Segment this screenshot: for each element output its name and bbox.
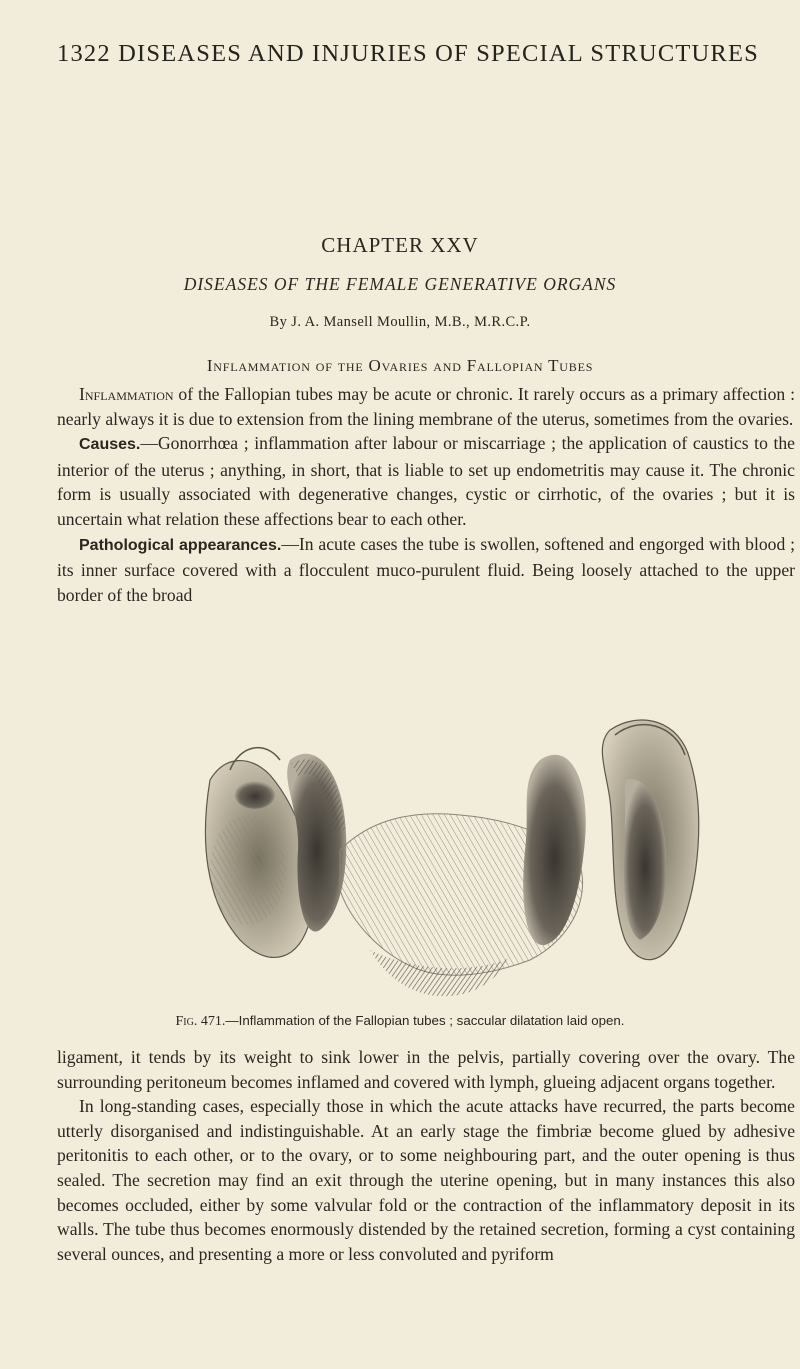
right-ovary	[523, 755, 586, 945]
paragraph-lead: Causes.	[79, 436, 141, 454]
paragraph-text: —Gonorrhœa ; inflammation after labour or miscarriage ; the application of caustics to the interior of the uterus ; anything, in short, that is liable to set up endometritis may cause it. The chronic form is usually associated with degenerative changes, cystic or cirrhotic, of the ovaries ; but it is uncertain what relation these affections bear to each other.	[57, 433, 795, 529]
right-dilated-tube	[602, 720, 698, 960]
body-text-top	[57, 382, 795, 607]
anatomical-illustration	[170, 700, 730, 1010]
paragraph	[57, 1094, 795, 1266]
paragraph	[57, 1045, 795, 1094]
chapter-title: DISEASES OF THE FEMALE GENERATIVE ORGANS	[183, 274, 617, 294]
paragraph	[57, 431, 795, 531]
figure-caption	[0, 1013, 800, 1030]
chapter-number: CHAPTER XXV	[321, 233, 479, 257]
body-text-bottom	[57, 1045, 795, 1266]
paragraph-text: In long-standing cases, especially those in which the acute attacks have recurred, the parts become utterly disorganised and indistinguishable. At an early stage the fimbriæ become glued by adhesive peritonitis to each other, or to the ovary, or to some neighbouring part, and the outer opening is thus sealed. The secretion may find an exit through the uterine opening, but in many instances this also becomes occluded, either by some valvular fold or the contraction of the inflammatory deposit in its walls. The tube thus becomes enormously distended by the retained secretion, forming a cyst containing several ounces, and presenting a more or less convoluted and pyriform	[57, 1096, 795, 1264]
paragraph-lead: Pathological appearances.	[79, 536, 282, 554]
running-head: 1322 DISEASES AND INJURIES OF SPECIAL STRUCTURES	[57, 40, 759, 67]
figure-caption-text: —Inflammation of the Fallopian tubes ; saccular dilatation laid open.	[225, 1013, 625, 1028]
paragraph-lead: Inflammation	[79, 384, 174, 404]
paragraph	[57, 532, 795, 608]
author-byline: By J. A. Mansell Moullin, M.B., M.R.C.P.	[269, 314, 531, 330]
figure-label: Fig. 471.	[175, 1014, 226, 1029]
paragraph-text: —In acute cases the tube is swollen, softened and engorged with blood ; its inner surface covered with a flocculent muco-purulent fluid. Being loosely attached to the upper border of the broad	[57, 533, 795, 605]
section-heading: Inflammation of the Ovaries and Fallopian Tubes	[206, 356, 594, 375]
paragraph	[57, 382, 795, 431]
paragraph-text: ligament, it tends by its weight to sink lower in the pelvis, partially covering over the ovary. The surrounding peritoneum becomes inflamed and covered with lymph, glueing adjacent organs together.	[57, 1047, 795, 1092]
paragraph-text: of the Fallopian tubes may be acute or chronic. It rarely occurs as a primary affection : nearly always it is due to extension from the lining membrane of the uterus, sometimes from the ovaries.	[57, 384, 795, 429]
